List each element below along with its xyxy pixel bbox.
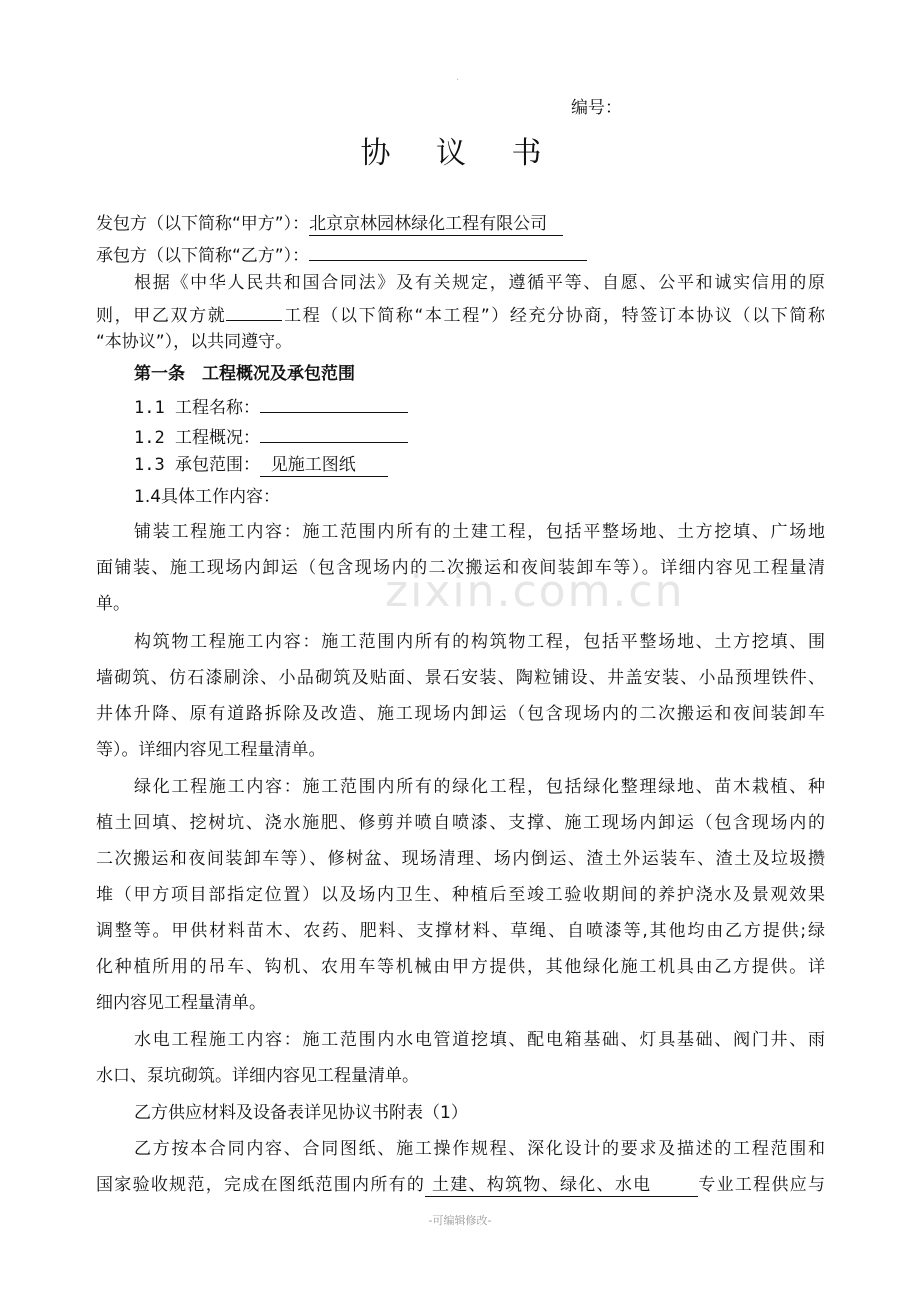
project-name-blank <box>226 301 282 321</box>
structures-line-1: 构筑物工程施工内容：施工范围内所有的构筑物工程，包括平整场地、土方挖填、围 <box>134 632 825 652</box>
article-1-heading: 第一条 工程概况及承包范围 <box>134 364 355 384</box>
greening-line-4: 堆（甲方项目部指定位置）以及场内卫生、种植后至竣工验收期间的养护浇水及景观效果 <box>96 885 825 905</box>
document-title: 协 议 书 <box>360 136 560 171</box>
site-watermark: zixin.com.cn <box>385 566 685 617</box>
intro-line-2: 则，甲乙双方就 工程（以下简称“本工程”）经充分协商，特签订本协议（以下简称 <box>96 301 825 328</box>
paving-line-3: 单。 <box>96 594 130 614</box>
page-footer: -可编辑修改- <box>428 1214 492 1227</box>
project-overview-blank <box>260 423 408 443</box>
party-a-line <box>96 212 836 236</box>
final-line-1: 乙方按本合同内容、合同图纸、施工操作规程、深化设计的要求及描述的工程范围和 <box>134 1139 825 1159</box>
party-a-name: 北京京林园林绿化工程有限公司 <box>309 214 563 236</box>
materials-line: 乙方供应材料及设备表详见协议书附表（1） <box>134 1103 468 1123</box>
greening-line-5: 调整等。甲供材料苗木、农药、肥料、支撑材料、草绳、自喷漆等,其他均由乙方提供;绿 <box>96 921 825 941</box>
water-power-line-2: 水口、泵坑砌筑。详细内容见工程量清单。 <box>96 1066 419 1086</box>
structures-line-4: 等）。详细内容见工程量清单。 <box>96 740 326 760</box>
party-b-label: 承包方（以下简称“乙方”）： <box>96 246 310 266</box>
paving-line-1: 铺装工程施工内容：施工范围内所有的土建工程，包括平整场地、土方挖填、广场地 <box>134 522 825 542</box>
party-a-label: 发包方（以下简称“甲方”）： <box>96 214 310 234</box>
top-dot-mark: . <box>456 72 460 83</box>
structures-line-3: 井体升降、原有道路拆除及改造、施工现场内卸运（包含现场内的二次搬运和夜间装卸车 <box>96 704 825 724</box>
party-b-line <box>96 241 836 268</box>
scope-value: 见施工图纸 <box>260 455 388 477</box>
greening-line-6: 化种植所用的吊车、钩机、农用车等机械由甲方提供，其他绿化施工机具由乙方提供。详 <box>96 957 825 977</box>
greening-line-1: 绿化工程施工内容：施工范围内所有的绿化工程，包括绿化整理绿地、苗木栽植、种 <box>134 777 825 797</box>
item-1-1: 1.1 工程名称： <box>134 393 874 420</box>
water-power-line-1: 水电工程施工内容：施工范围内水电管道挖填、配电箱基础、灯具基础、阀门井、雨 <box>134 1030 825 1050</box>
structures-line-2: 墙砌筑、仿石漆刷涂、小品砌筑及贴面、景石安装、陶粒铺设、井盖安装、小品预埋铁件、 <box>96 668 825 688</box>
greening-line-2: 植土回填、挖树坑、浇水施肥、修剪并喷自喷漆、支撑、施工现场内卸运（包含现场内的 <box>96 813 825 833</box>
project-name-field-blank <box>260 393 408 413</box>
greening-line-7: 细内容见工程量清单。 <box>96 993 266 1013</box>
intro-line-3: “本协议”），以共同遵守。 <box>96 332 293 352</box>
greening-line-3: 二次搬运和夜间装卸车等）、修树盆、现场清理、场内倒运、渣土外运装车、渣土及垃圾攒 <box>96 849 825 869</box>
final-line-2: 国家验收规范，完成在图纸范围内所有的 土建、构筑物、绿化、水电 专业工程供应与 <box>96 1175 826 1195</box>
paving-line-2: 面铺装、施工现场内卸运（包含现场内的二次搬运和夜间装卸车等）。详细内容见工程量清 <box>96 558 825 578</box>
intro-line-1: 根据《中华人民共和国合同法》及有关规定，遵循平等、自愿、公平和诚实信用的原 <box>134 273 825 293</box>
item-1-4: 1.4具体工作内容： <box>134 487 281 507</box>
specialty-works-value: 土建、构筑物、绿化、水电 <box>425 1175 698 1197</box>
item-1-3: 1.3 承包范围： 见施工图纸 <box>134 453 874 477</box>
item-1-2: 1.2 工程概况： <box>134 423 874 450</box>
document-number-label: 编号： <box>571 98 622 118</box>
party-b-blank <box>309 241 587 261</box>
